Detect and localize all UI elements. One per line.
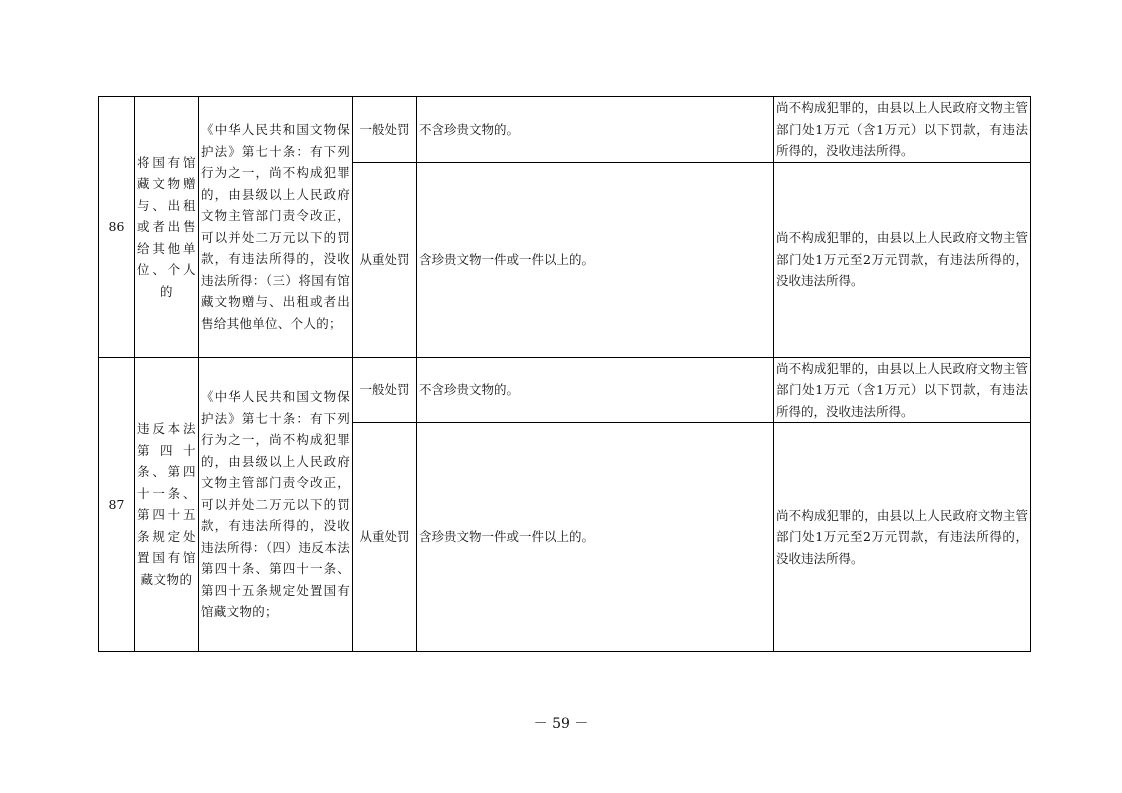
- penalty-standard: 尚不构成犯罪的，由县以上人民政府文物主管部门处1万元（含1万元）以下罚款，有违法所得的，没收违法所得。: [774, 357, 1031, 423]
- penalty-level: 从重处罚: [353, 162, 417, 357]
- penalty-level: 一般处罚: [353, 97, 417, 163]
- penalty-standard: 尚不构成犯罪的，由县以上人民政府文物主管部门处1万元（含1万元）以下罚款，有违法所得的，没收违法所得。: [774, 97, 1031, 163]
- circumstance: 不含珍贵文物的。: [417, 357, 774, 423]
- penalty-standard: 尚不构成犯罪的，由县以上人民政府文物主管部门处1万元至2万元罚款，有违法所得的，没收违法所得。: [774, 162, 1031, 357]
- circumstance: 含珍贵文物一件或一件以上的。: [417, 162, 774, 357]
- legal-basis: 《中华人民共和国文物保护法》第七十条：有下列行为之一，尚不构成犯罪的，由县级以上人民政府文物主管部门责令改正，可以并处二万元以下的罚款，有违法所得的，没收违法所得：（三）将国有馆藏文物赠与、出租或者出售给其他单位、个人的；: [199, 97, 353, 358]
- penalty-table: [98, 96, 1031, 652]
- violation-item: 违反本法第四十条、第四十一条、第四十五条规定处置国有馆藏文物的: [135, 357, 199, 652]
- penalty-level: 一般处罚: [353, 357, 417, 423]
- circumstance: 不含珍贵文物的。: [417, 97, 774, 163]
- row-number: 86: [99, 97, 135, 358]
- circumstance: 含珍贵文物一件或一件以上的。: [417, 423, 774, 652]
- legal-basis: 《中华人民共和国文物保护法》第七十条：有下列行为之一，尚不构成犯罪的，由县级以上人民政府文物主管部门责令改正，可以并处二万元以下的罚款，有违法所得的，没收违法所得：（四）违反本法第四十条、第四十一条、第四十五条规定处置国有馆藏文物的；: [199, 357, 353, 652]
- page-number: － 59 －: [533, 716, 589, 732]
- table-row: [99, 357, 1031, 423]
- row-number: 87: [99, 357, 135, 652]
- penalty-standard: 尚不构成犯罪的，由县以上人民政府文物主管部门处1万元至2万元罚款，有违法所得的，没收违法所得。: [774, 423, 1031, 652]
- table-row: [99, 97, 1031, 163]
- violation-item: 将国有馆藏文物赠与、出租或者出售给其他单位、个人的: [135, 97, 199, 358]
- penalty-level: 从重处罚: [353, 423, 417, 652]
